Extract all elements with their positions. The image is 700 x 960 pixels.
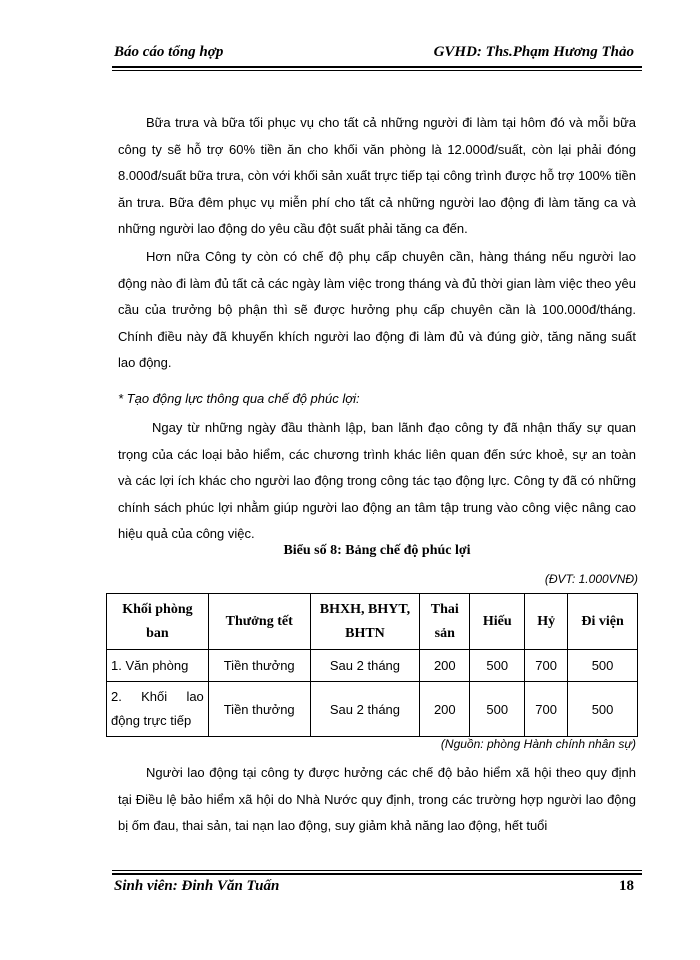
table-unit: (ĐVT: 1.000VNĐ): [544, 572, 638, 586]
cell-funeral: 500: [470, 650, 525, 682]
footer-rule-thick: [112, 873, 642, 875]
header-report-title: Báo cáo tổng hợp: [114, 44, 224, 60]
cell-maternity: 200: [420, 650, 470, 682]
cell-hospital: 500: [568, 682, 638, 737]
header-rule-thin: [112, 70, 642, 71]
header-insurance: BHXH, BHYT, BHTN: [310, 594, 420, 650]
paragraph-attendance-allowance: Hơn nữa Công ty còn có chế độ phụ cấp chuyên cần, hàng tháng nếu người lao động nào đi làm đủ tất cả các ngày làm việc trong tháng và đủ thời gian làm việc theo yêu cầu của trưởng bộ phận thì sẽ được hưởng phụ cấp chuyên cần là 100.000đ/tháng. Chính điều này đã khuyến khích người lao động đi làm đủ và đúng giờ, tăng năng suất lao động.: [118, 249, 636, 371]
cell-unit: 2. Khối lao động trực tiếp: [107, 682, 209, 737]
cell-insurance: Sau 2 tháng: [310, 650, 420, 682]
header-rule-thick: [112, 66, 642, 68]
table-row: [107, 650, 638, 682]
page-header: [112, 40, 642, 66]
footer-student: Sinh viên: Đinh Văn Tuấn: [114, 878, 280, 894]
header-tet-bonus: Thưởng tết: [208, 594, 310, 650]
cell-funeral: 500: [470, 682, 525, 737]
cell-insurance: Sau 2 tháng: [310, 682, 420, 737]
header-unit: Khối phòng ban: [107, 594, 209, 650]
cell-unit: 1. Văn phòng: [107, 650, 209, 682]
paragraph-welfare-policy: Ngay từ những ngày đầu thành lập, ban lãnh đạo công ty đã nhận thấy sự quan trọng của các loại bảo hiểm, các chương trình khác liên quan đến sức khoẻ, sự an toàn và các lợi ích khác cho người lao động trong công tác tạo động lực. Công ty đã có những chính sách phúc lợi nhằm giúp người lao động an tâm tập trung vào công việc nâng cao hiệu quả của công việc.: [118, 420, 636, 542]
header-funeral: Hiếu: [470, 594, 525, 650]
page-footer: [112, 870, 642, 902]
section-heading-welfare: * Tạo động lực thông qua chế độ phúc lợi:: [118, 391, 360, 406]
header-hospital: Đi viện: [568, 594, 638, 650]
header-wedding: Hỷ: [525, 594, 568, 650]
cell-hospital: 500: [568, 650, 638, 682]
table-caption: Biểu số 8: Bảng chế độ phúc lợi: [283, 543, 471, 558]
paragraph-social-insurance: Người lao động tại công ty được hưởng các chế độ bảo hiểm xã hội theo quy định tại Điều lệ bảo hiểm xã hội do Nhà Nước quy định, trong các trường hợp người lao động bị ốm đau, thai sản, tai nạn lao động, suy giảm khả năng lao động, hết tuổi: [118, 765, 636, 834]
cell-wedding: 700: [525, 682, 568, 737]
table-row: [107, 682, 638, 737]
cell-bonus: Tiền thưởng: [208, 682, 310, 737]
cell-bonus: Tiền thưởng: [208, 650, 310, 682]
paragraph-meals: Bữa trưa và bữa tối phục vụ cho tất cả những người đi làm tại hôm đó và mỗi bữa công ty sẽ hỗ trợ 60% tiền ăn cho khối văn phòng là 12.000đ/suất, còn lại phải đóng 8.000đ/suất bữa trưa, còn với khối sản xuất trực tiếp tại công trình được hỗ trợ 100% tiền ăn trưa. Bữa đêm phục vụ miễn phí cho tất cả những người lao động đi làm tăng ca và những người lao động do yêu cầu đột suất phải tăng ca đến.: [118, 115, 636, 237]
header-maternity: Thai sản: [420, 594, 470, 650]
header-supervisor: GVHD: Ths.Phạm Hương Thảo: [433, 44, 634, 60]
cell-wedding: 700: [525, 650, 568, 682]
table-source: (Nguồn: phòng Hành chính nhân sự): [440, 737, 636, 751]
footer-rule-thin: [112, 870, 642, 871]
cell-maternity: 200: [420, 682, 470, 737]
welfare-table: [106, 593, 638, 737]
table-header-row: [107, 594, 638, 650]
page-number: 18: [619, 878, 634, 894]
